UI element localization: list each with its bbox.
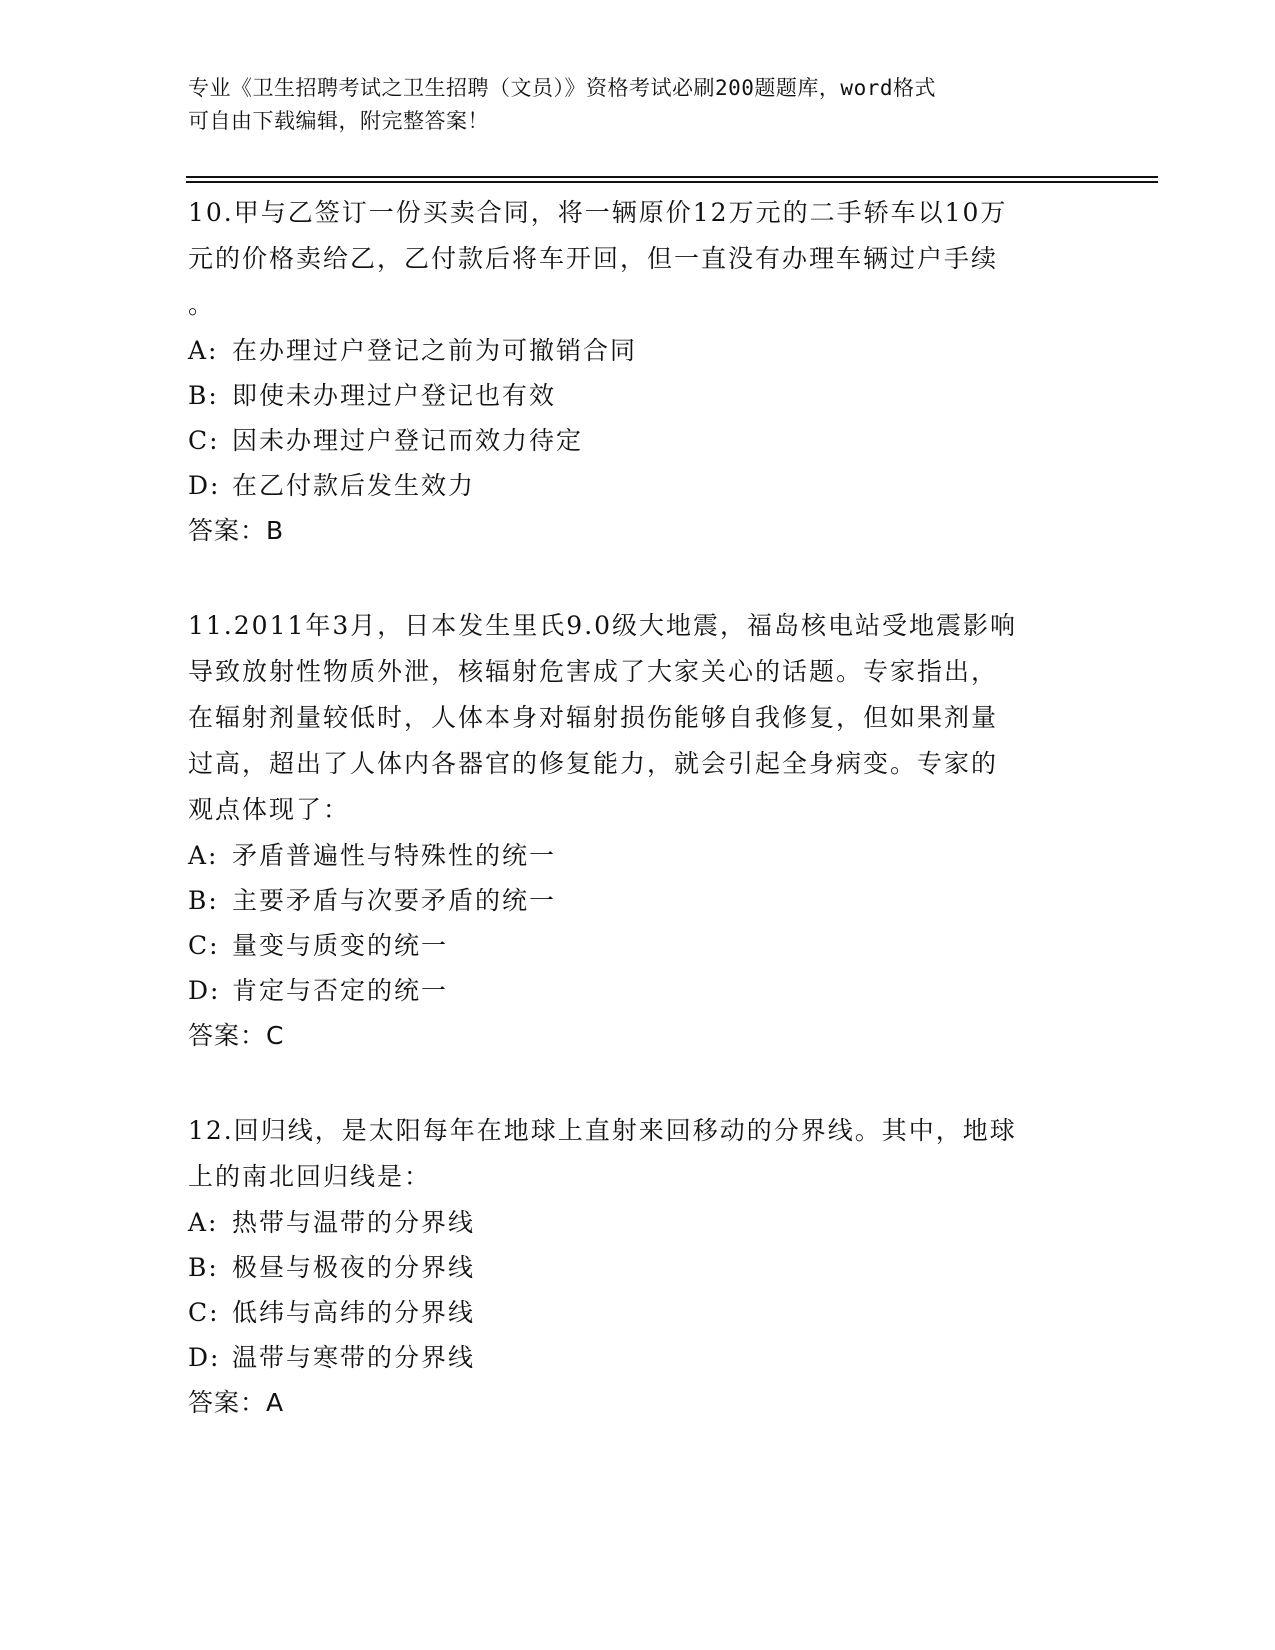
option-key: D: bbox=[188, 471, 221, 500]
question-stem bbox=[188, 603, 1088, 833]
option-d bbox=[188, 1335, 1088, 1380]
option-text: 主要矛盾与次要矛盾的统一 bbox=[232, 886, 557, 915]
option-text: 在乙付款后发生效力 bbox=[232, 471, 476, 500]
stem-line: 导致放射性物质外泄，核辐射危害成了大家关心的话题。专家指出， bbox=[188, 657, 999, 686]
option-text: 即使未办理过户登记也有效 bbox=[232, 381, 557, 410]
option-a bbox=[188, 328, 1088, 373]
stem-line: 10.甲与乙签订一份买卖合同，将一辆原价12万元的二手轿车以10万 bbox=[188, 198, 1008, 227]
option-key: C: bbox=[188, 931, 220, 960]
option-key: B: bbox=[188, 1253, 219, 1282]
answer-line: 答案：A bbox=[188, 1388, 285, 1417]
stem-line: 上的南北回归线是： bbox=[188, 1162, 432, 1191]
option-b bbox=[188, 878, 1088, 923]
answer-line: 答案：B bbox=[188, 516, 285, 545]
option-c bbox=[188, 1290, 1088, 1335]
option-key: A: bbox=[188, 841, 219, 870]
header-line-1: 专业《卫生招聘考试之卫生招聘（文员）》资格考试必刷200题题库，word格式 bbox=[188, 76, 936, 100]
question-list bbox=[188, 190, 1088, 1475]
option-b bbox=[188, 1245, 1088, 1290]
option-text: 肯定与否定的统一 bbox=[232, 976, 449, 1005]
option-text: 量变与质变的统一 bbox=[232, 931, 449, 960]
answer-line: 答案：C bbox=[188, 1021, 285, 1050]
option-text: 温带与寒带的分界线 bbox=[232, 1343, 476, 1372]
stem-line: 观点体现了： bbox=[188, 795, 351, 824]
option-a bbox=[188, 1200, 1088, 1245]
question-11 bbox=[188, 603, 1088, 1058]
question-stem bbox=[188, 190, 1088, 328]
option-key: A: bbox=[188, 336, 219, 365]
option-text: 热带与温带的分界线 bbox=[232, 1208, 476, 1237]
stem-line: 12.回归线，是太阳每年在地球上直射来回移动的分界线。其中，地球 bbox=[188, 1116, 1017, 1145]
option-c bbox=[188, 418, 1088, 463]
option-key: B: bbox=[188, 886, 219, 915]
header-line-2: 可自由下载编辑，附完整答案！ bbox=[188, 109, 489, 133]
option-text: 极昼与极夜的分界线 bbox=[232, 1253, 476, 1282]
header-divider-bottom bbox=[186, 181, 1158, 183]
stem-line: 元的价格卖给乙，乙付款后将车开回，但一直没有办理车辆过户手续 bbox=[188, 244, 999, 273]
stem-line: 。 bbox=[188, 290, 216, 319]
question-10 bbox=[188, 190, 1088, 553]
option-text: 在办理过户登记之前为可撤销合同 bbox=[232, 336, 638, 365]
option-key: D: bbox=[188, 976, 221, 1005]
stem-line: 过高，超出了人体内各器官的修复能力，就会引起全身病变。专家的 bbox=[188, 749, 999, 778]
option-text: 低纬与高纬的分界线 bbox=[232, 1298, 476, 1327]
option-key: C: bbox=[188, 426, 220, 455]
stem-line: 在辐射剂量较低时，人体本身对辐射损伤能够自我修复，但如果剂量 bbox=[188, 703, 999, 732]
option-text: 矛盾普遍性与特殊性的统一 bbox=[232, 841, 557, 870]
option-c bbox=[188, 923, 1088, 968]
option-text: 因未办理过户登记而效力待定 bbox=[232, 426, 584, 455]
header-divider-top bbox=[186, 176, 1158, 178]
question-12 bbox=[188, 1108, 1088, 1425]
option-a bbox=[188, 833, 1088, 878]
option-d bbox=[188, 968, 1088, 1013]
option-key: B: bbox=[188, 381, 219, 410]
question-stem bbox=[188, 1108, 1088, 1200]
stem-line: 11.2011年3月，日本发生里氏9.0级大地震，福岛核电站受地震影响 bbox=[188, 611, 1018, 640]
option-b bbox=[188, 373, 1088, 418]
document-header bbox=[188, 72, 1068, 138]
option-key: D: bbox=[188, 1343, 221, 1372]
option-key: A: bbox=[188, 1208, 219, 1237]
option-key: C: bbox=[188, 1298, 220, 1327]
option-d bbox=[188, 463, 1088, 508]
